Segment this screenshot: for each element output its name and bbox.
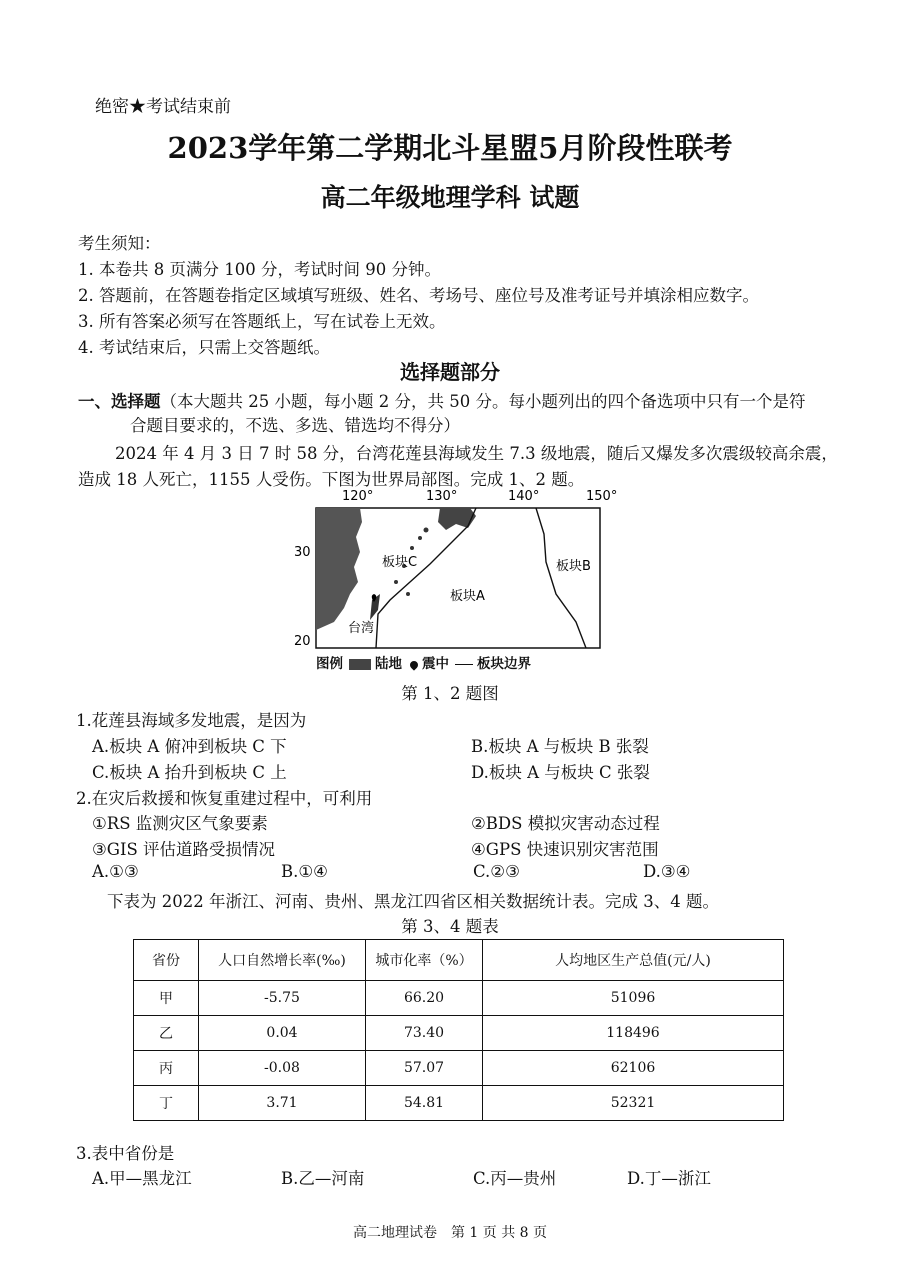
col-header: 人均地区生产总值(元/人)	[483, 940, 784, 981]
q3-stem: 3.表中省份是	[76, 1144, 175, 1163]
table-cell: 73.40	[366, 1016, 483, 1051]
epicenter-pin-icon	[408, 659, 419, 670]
table-cell: 66.20	[366, 981, 483, 1016]
plate-a-label: 板块A	[450, 589, 485, 604]
table-row	[134, 1051, 784, 1086]
part1-label: 一、选择题	[78, 392, 161, 411]
col-header: 省份	[134, 940, 199, 981]
table-cell: 54.81	[366, 1086, 483, 1121]
table-cell: 乙	[134, 1016, 199, 1051]
notice-item: 1. 本卷共 8 页满分 100 分，考试时间 90 分钟。	[78, 260, 441, 279]
table-cell: 52321	[483, 1086, 784, 1121]
intro-paragraph: 造成 18 人死亡，1155 人受伤。下图为世界局部图。完成 1、2 题。	[78, 470, 585, 489]
plate-b-label: 板块B	[556, 559, 591, 574]
part1-instruction	[78, 388, 805, 412]
table-cell: 丁	[134, 1086, 199, 1121]
notice-item: 2. 答题前，在答题卷指定区域填写班级、姓名、考场号、座位号及准考证号并填涂相应数字。	[78, 286, 759, 305]
lon-label: 130°	[426, 489, 458, 504]
table-cell: 51096	[483, 981, 784, 1016]
part1-desc-cont: 合题目要求的，不选、多选、错选均不得分）	[130, 416, 460, 435]
legend-boundary: 板块边界	[477, 656, 531, 672]
col-header: 城市化率（%）	[366, 940, 483, 981]
exam-title: 2023学年第二学期北斗星盟5月阶段性联考	[167, 131, 733, 165]
q1-option-a: A.板块 A 俯冲到板块 C 下	[92, 737, 287, 756]
col-header: 人口自然增长率(‰)	[199, 940, 366, 981]
exam-subtitle: 高二年级地理学科 试题	[320, 183, 580, 212]
lat-label: 30	[294, 545, 311, 560]
q2-stem: 2.在灾后救援和恢复重建过程中，可利用	[76, 789, 373, 808]
intro-paragraph: 2024 年 4 月 3 日 7 时 58 分，台湾花莲县海域发生 7.3 级地震，随后又爆发多次震级较高余震，	[115, 444, 838, 463]
table-cell: -0.08	[199, 1051, 366, 1086]
table-cell: 118496	[483, 1016, 784, 1051]
q3-option-b: B.乙—河南	[281, 1169, 365, 1188]
table-cell: 62106	[483, 1051, 784, 1086]
table-row	[134, 1086, 784, 1121]
table-cell: 丙	[134, 1051, 199, 1086]
table-row	[134, 981, 784, 1016]
lon-label: 120°	[342, 489, 374, 504]
notice-item: 3. 所有答案必须写在答题纸上，写在试卷上无效。	[78, 312, 446, 331]
q3-option-d: D.丁—浙江	[627, 1169, 711, 1188]
taiwan-label: 台湾	[348, 621, 375, 636]
section-title: 选择题部分	[400, 360, 500, 384]
table-cell: 0.04	[199, 1016, 366, 1051]
stats-table	[133, 939, 784, 1121]
q1-stem: 1.花莲县海域多发地震，是因为	[76, 711, 307, 730]
plate-c-label: 板块C	[382, 555, 418, 570]
table-cell: 57.07	[366, 1051, 483, 1086]
legend-title: 图例	[316, 656, 343, 672]
q2-option-c: C.②③	[473, 862, 520, 881]
legend-land: 陆地	[375, 656, 402, 672]
q2-statement: ①RS 监测灾区气象要素	[92, 814, 268, 833]
q3-option-c: C.丙—贵州	[473, 1169, 557, 1188]
table-row	[134, 1016, 784, 1051]
notice-heading: 考生须知：	[78, 234, 161, 253]
table-cell: -5.75	[199, 981, 366, 1016]
plate-map-figure	[294, 482, 620, 657]
boundary-line-icon	[455, 664, 473, 665]
legend-epicenter: 震中	[422, 656, 449, 672]
q2-statement: ③GIS 评估道路受损情况	[92, 840, 276, 859]
intro-paragraph: 下表为 2022 年浙江、河南、贵州、黑龙江四省区相关数据统计表。完成 3、4 题。	[107, 892, 719, 911]
confidential-label: 绝密★考试结束前	[95, 97, 231, 117]
q1-option-d: D.板块 A 与板块 C 张裂	[471, 763, 650, 782]
page-footer: 高二地理试卷 第 1 页 共 8 页	[352, 1225, 548, 1241]
map-legend	[316, 652, 531, 672]
map-caption: 第 1、2 题图	[401, 684, 499, 703]
table-cell: 3.71	[199, 1086, 366, 1121]
q1-option-c: C.板块 A 抬升到板块 C 上	[92, 763, 287, 782]
q2-statement: ④GPS 快速识别灾害范围	[471, 840, 659, 859]
q2-statement: ②BDS 模拟灾害动态过程	[471, 814, 660, 833]
q3-option-a: A.甲—黑龙江	[92, 1169, 192, 1188]
lon-label: 150°	[586, 489, 618, 504]
q1-option-b: B.板块 A 与板块 B 张裂	[471, 737, 649, 756]
q2-option-b: B.①④	[281, 862, 328, 881]
table-cell: 甲	[134, 981, 199, 1016]
part1-desc: （本大题共 25 小题，每小题 2 分，共 50 分。每小题列出的四个备选项中只有一个是符	[160, 392, 806, 411]
table-header-row	[134, 940, 784, 981]
table-caption: 第 3、4 题表	[401, 917, 499, 936]
land-swatch-icon	[349, 659, 371, 670]
q2-option-d: D.③④	[643, 862, 691, 881]
notice-item: 4. 考试结束后，只需上交答题纸。	[78, 338, 330, 357]
q2-option-a: A.①③	[92, 862, 139, 881]
lat-label: 20	[294, 634, 311, 649]
lon-label: 140°	[508, 489, 540, 504]
